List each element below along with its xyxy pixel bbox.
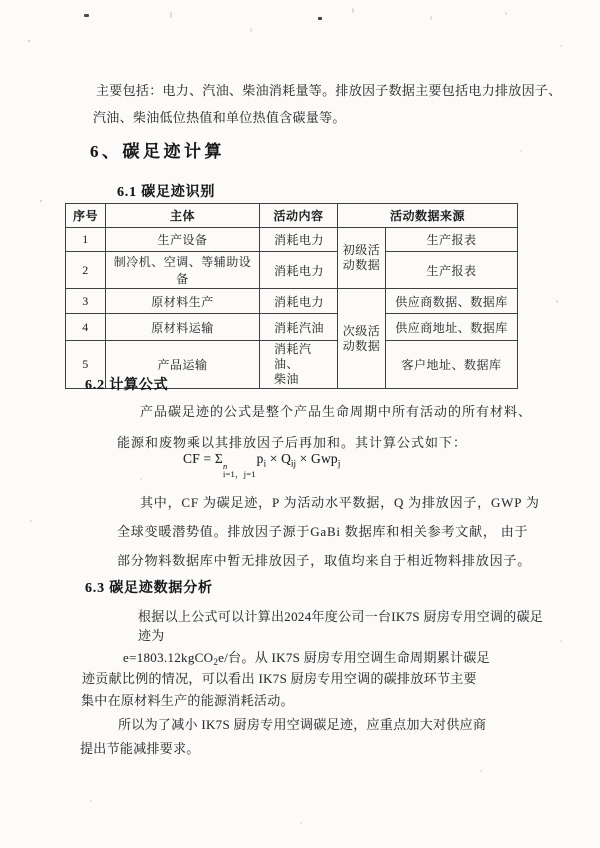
formula-term-p: p bbox=[256, 451, 264, 466]
section-6-3-heading: 6.3 碳足迹数据分析 bbox=[85, 581, 213, 596]
scan-speck bbox=[480, 770, 482, 772]
formula-term-q: × Q bbox=[266, 451, 292, 466]
category-primary-line-2: 动数据 bbox=[342, 258, 381, 272]
s62-paragraph1-line-1: 产品碳足迹的公式是整个产品生命周期中所有活动的所有材料、 bbox=[140, 404, 533, 419]
scan-speck bbox=[560, 640, 562, 642]
s62-paragraph2-line-2: 全球变暖潜势值。排放因子源于GaBi 数据库和相关参考文献， 由于 bbox=[117, 524, 529, 539]
activity-line-1: 消耗汽油、 bbox=[274, 342, 312, 371]
cell-category-secondary bbox=[338, 289, 386, 389]
category-secondary-line-1: 次级活 bbox=[342, 323, 381, 338]
scan-speck bbox=[250, 28, 252, 32]
cell-activity: 消耗电力 bbox=[260, 289, 338, 314]
cell-activity bbox=[260, 341, 338, 389]
intro-paragraph-line-1: 主要包括：电力、汽油、柴油消耗量等。排放因子数据主要包括电力排放因子、 bbox=[96, 83, 562, 98]
s63-paragraph3-line-2: 提出节能减排要求。 bbox=[80, 741, 200, 756]
cell-subject: 制冷机、空调、等辅助设备 bbox=[106, 252, 260, 289]
scan-speck bbox=[140, 478, 142, 480]
cell-source: 供应商数据、数据库 bbox=[386, 289, 518, 314]
s62-paragraph2-line-1: 其中，CF 为碳足迹，P 为活动水平数据，Q 为排放因子，GWP 为 bbox=[140, 495, 540, 510]
activity-line-2: 柴油 bbox=[274, 372, 300, 386]
header-seq: 序号 bbox=[66, 204, 106, 228]
header-activity: 活动内容 bbox=[260, 204, 338, 228]
scan-speck bbox=[28, 40, 30, 42]
s63-paragraph2-line-1 bbox=[123, 647, 490, 667]
scan-speck bbox=[84, 14, 89, 17]
cell-subject: 产品运输 bbox=[106, 341, 260, 389]
emission-value-prefix: e=1803.12kgCO bbox=[123, 650, 214, 665]
co2-subscript: 2 bbox=[213, 657, 219, 667]
cell-subject: 原材料生产 bbox=[106, 289, 260, 314]
table-header-row bbox=[66, 204, 518, 228]
formula-sub-i: i bbox=[263, 458, 267, 469]
s62-paragraph1-line-2: 能源和废物乘以其排放因子后再加和。其计算公式如下： bbox=[117, 435, 468, 450]
scan-speck bbox=[430, 16, 432, 20]
scan-speck bbox=[352, 8, 354, 13]
cell-seq: 3 bbox=[66, 289, 106, 314]
cell-source: 生产报表 bbox=[386, 252, 518, 289]
category-secondary-line-2: 动数据 bbox=[342, 338, 381, 353]
sigma-lower-limit: i=1，j=1 bbox=[222, 469, 256, 479]
scan-speck bbox=[170, 12, 172, 18]
formula-lead: CF = Σ bbox=[183, 451, 223, 466]
formula-sub-ij: ij bbox=[291, 458, 297, 469]
section-6-1-heading: 6.1 碳足迹识别 bbox=[117, 185, 216, 200]
cell-seq: 4 bbox=[66, 314, 106, 341]
category-primary-line-1: 初级活 bbox=[342, 243, 381, 257]
section-6-heading: 6、碳足迹计算 bbox=[90, 142, 225, 161]
formula-sub-j: j bbox=[337, 458, 341, 469]
header-subject: 主体 bbox=[106, 204, 260, 228]
s63-paragraph1-line-1: 根据以上公式可以计算出2024年度公司一台IK7S 厨房专用空调的碳足 bbox=[138, 609, 544, 624]
emission-value-suffix: e/台。从 IK7S 厨房专用空调生命周期累计碳足 bbox=[218, 650, 490, 665]
cell-seq: 1 bbox=[66, 228, 106, 252]
scan-speck bbox=[318, 17, 322, 20]
formula-term-gwp: × Gwp bbox=[296, 451, 338, 466]
table-row bbox=[66, 289, 518, 314]
s63-paragraph2-line-2: 迹贡献比例的情况，可以看出 IK7S 厨房专用空调的碳排放环节主要 bbox=[82, 671, 477, 686]
cell-seq: 5 bbox=[66, 341, 106, 389]
cell-seq: 2 bbox=[66, 252, 106, 289]
scan-speck bbox=[40, 200, 42, 202]
table-row bbox=[66, 252, 518, 289]
scan-speck bbox=[30, 520, 32, 522]
cell-subject: 生产设备 bbox=[106, 228, 260, 252]
table-row bbox=[66, 228, 518, 252]
carbon-footprint-identification-table bbox=[65, 203, 518, 389]
scan-speck bbox=[300, 822, 302, 824]
scan-speck bbox=[560, 45, 562, 47]
cell-category-primary bbox=[338, 228, 386, 289]
cell-source: 生产报表 bbox=[386, 228, 518, 252]
table-row bbox=[66, 314, 518, 341]
scan-speck bbox=[520, 150, 522, 152]
scan-speck bbox=[90, 800, 92, 802]
carbon-footprint-formula bbox=[183, 451, 340, 479]
s62-paragraph2-line-3: 部分物料数据库中暂无排放因子，取值均来自于相近物料排放因子。 bbox=[117, 553, 532, 568]
scan-speck bbox=[556, 300, 558, 303]
cell-activity: 消耗电力 bbox=[260, 252, 338, 289]
header-data-source: 活动数据来源 bbox=[338, 204, 518, 228]
scan-speck bbox=[505, 12, 507, 15]
intro-paragraph-line-2: 汽油、柴油低位热值和单位热值含碳量等。 bbox=[93, 110, 346, 125]
s63-paragraph3-line-1: 所以为了减小 IK7S 厨房专用空调碳足迹，应重点加大对供应商 bbox=[118, 717, 487, 732]
cell-source: 供应商地址、数据库 bbox=[386, 314, 518, 341]
cell-subject: 原材料运输 bbox=[106, 314, 260, 341]
section-6-2-heading: 6.2 计算公式 bbox=[85, 378, 169, 393]
s63-paragraph2-line-3: 集中在原材料生产的能源消耗活动。 bbox=[81, 693, 294, 708]
sigma-limits bbox=[223, 462, 256, 479]
cell-activity: 消耗汽油 bbox=[260, 314, 338, 341]
sigma-upper-limit: n bbox=[222, 461, 228, 471]
cell-activity: 消耗电力 bbox=[260, 228, 338, 252]
s63-paragraph1-line-2: 迹为 bbox=[138, 628, 165, 643]
cell-source: 客户地址、数据库 bbox=[386, 341, 518, 389]
